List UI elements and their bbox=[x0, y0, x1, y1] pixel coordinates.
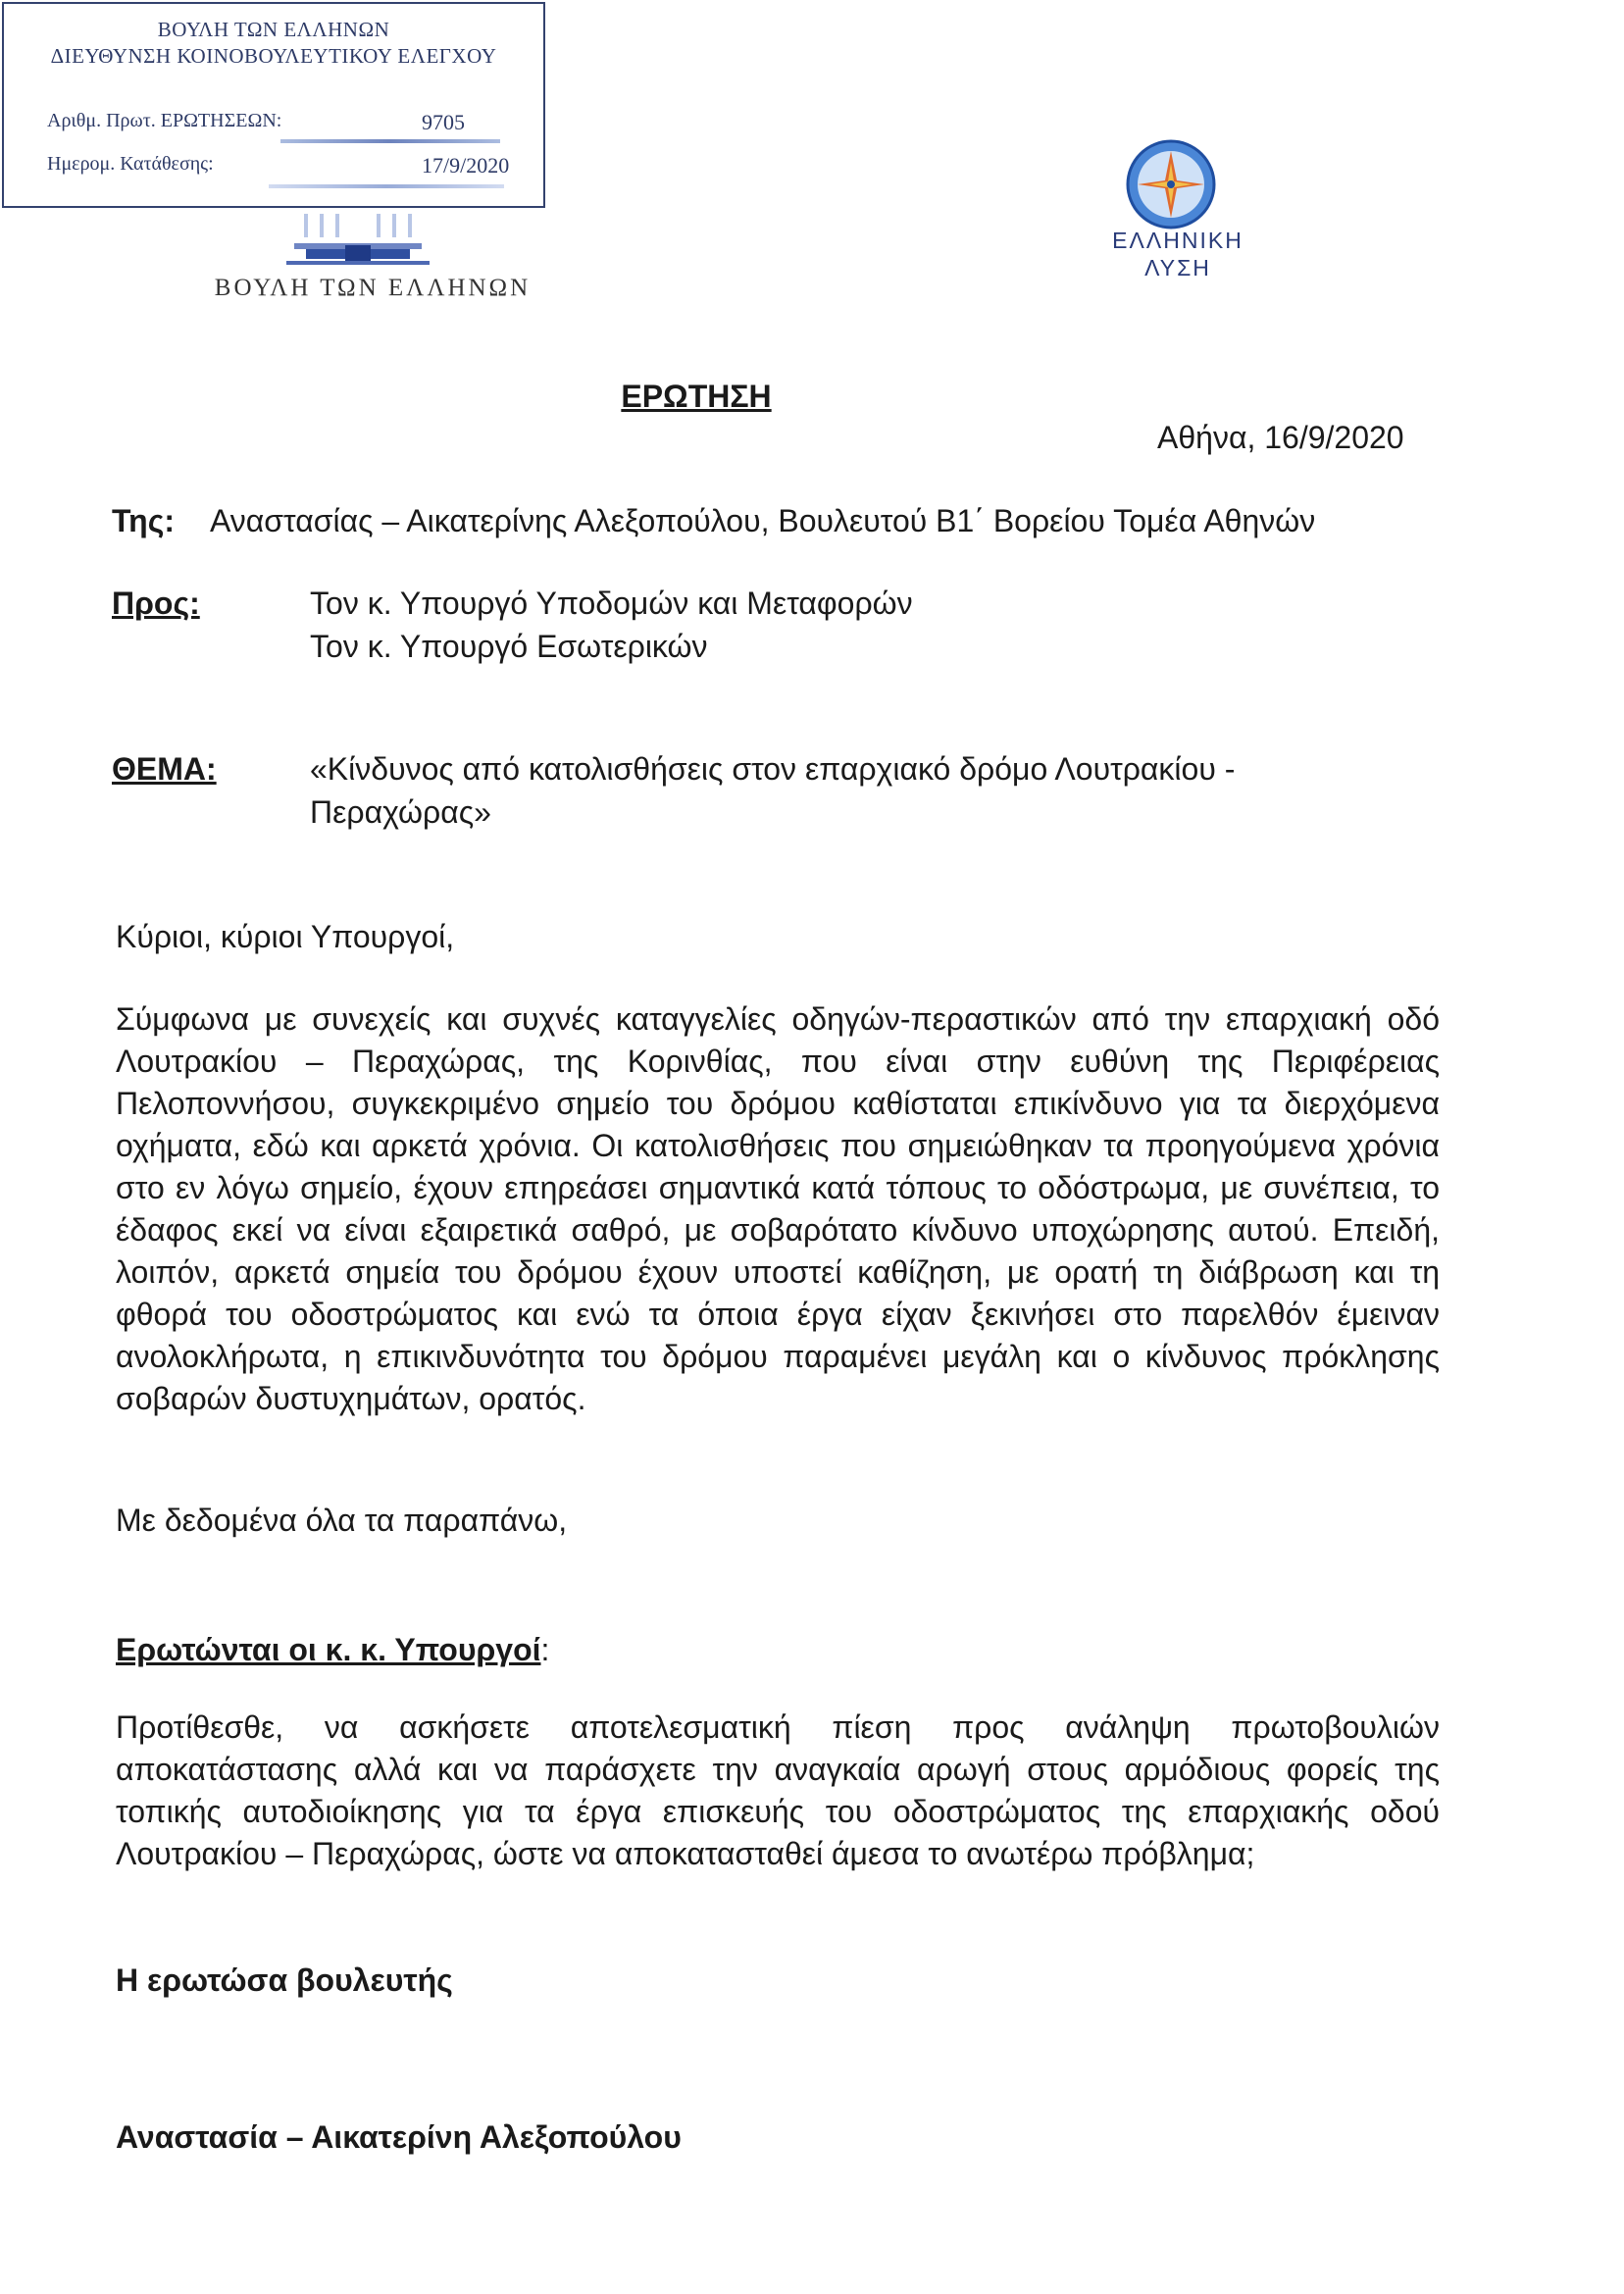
to-line-2: Τον κ. Υπουργό Εσωτερικών bbox=[310, 629, 708, 664]
subject-line-2: Περαχώρας» bbox=[310, 794, 491, 830]
body-paragraph: Σύμφωνα με συνεχείς και συχνές καταγγελίες οδηγών-περαστικών από την επαρχιακή οδό Λουτρακίου – Περαχώρας, της Κορινθίας, που είναι στην ευθύνη της Περιφέρειας Πελοποννήσου, συγκεκριμένο σημείο του δρόμου καθίσταται επικίνδυνο για τα διερχόμενα οχήματα, εδώ και αρκετά χρόνια. Οι κατολισθήσεις που σημειώθηκαν τα προηγούμενα χρόνια στο εν λόγω σημείο, έχουν επηρεάσει σημαντικά κατά τόπους το οδόστρωμα, με συνέπεια, το έδαφος εκεί να είναι εξαιρετικά σαθρό, με σοβαρότατο κίνδυνο υποχώρησης αυτού. Επειδή, λοιπόν, αρκετά σημεία του δρόμου έχουν υποστεί καθίζηση, με ορατή τη διάβρωση και τη φθορά του οδοστρώματος και ενώ τα όποια έργα είχαν ξεκινήσει στο παρελθόν έμειναν ανολοκλήρωτα, η επικινδυνότητα του δρόμου παραμένει μεγάλη και ο κίνδυνος πρόκλησης σοβαρών δυστυχημάτων, ορατός. bbox=[116, 1001, 1440, 1416]
party-name-line1: ΕΛΛΗΝΙΚΗ bbox=[1112, 228, 1243, 253]
stamp-date-value: 17/9/2020 bbox=[422, 153, 510, 178]
question-heading bbox=[116, 1632, 549, 1668]
salutation: Κύριοι, κύριοι Υπουργοί, bbox=[116, 919, 455, 954]
parliament-building-icon bbox=[284, 206, 431, 267]
question-heading-text: Ερωτώνται οι κ. κ. Υπουργοί bbox=[116, 1632, 541, 1667]
to-line-1: Τον κ. Υπουργό Υποδομών και Μεταφορών bbox=[310, 586, 913, 621]
document-title: ΕΡΩΤΗΣΗ bbox=[621, 379, 772, 414]
subject-line-1: «Κίνδυνος από κατολισθήσεις στον επαρχιακό δρόμο Λουτρακίου - bbox=[310, 751, 1236, 787]
stamp-date-label: Ημερομ. Κατάθεσης: bbox=[47, 153, 214, 175]
party-name-line2: ΛΥΣΗ bbox=[1144, 255, 1211, 280]
given-line: Με δεδομένα όλα τα παραπάνω, bbox=[116, 1503, 568, 1538]
stamp-underline bbox=[269, 184, 504, 188]
question-heading-colon: : bbox=[540, 1632, 550, 1667]
stamp-protocol-label: Αριθμ. Πρωτ. ΕΡΩΤΗΣΕΩΝ: bbox=[47, 110, 282, 131]
stamp-underline bbox=[280, 139, 500, 143]
to-label: Προς: bbox=[112, 586, 200, 621]
filing-stamp bbox=[2, 2, 545, 208]
from-label: Της: bbox=[112, 503, 176, 538]
document-date: Αθήνα, 16/9/2020 bbox=[1157, 420, 1404, 455]
subject-label: ΘΕΜΑ: bbox=[112, 751, 217, 787]
from-text: Αναστασίας – Αικατερίνης Αλεξοπούλου, Βουλευτού Β1΄ Βορείου Τομέα Αθηνών bbox=[210, 503, 1316, 538]
stamp-org-line1: ΒΟΥΛΗ ΤΩΝ ΕΛΛΗΝΩΝ bbox=[157, 18, 390, 41]
parliament-name: ΒΟΥΛΗ ΤΩΝ ΕΛΛΗΝΩΝ bbox=[214, 275, 532, 301]
signature-role: Η ερωτώσα βουλευτής bbox=[116, 1963, 453, 1998]
stamp-protocol-value: 9705 bbox=[422, 110, 465, 134]
party-logo-icon bbox=[1124, 137, 1218, 231]
stamp-org-line2: ΔΙΕΥΘΥΝΣΗ ΚΟΙΝΟΒΟΥΛΕΥΤΙΚΟΥ ΕΛΕΓΧΟΥ bbox=[50, 44, 497, 68]
signature-name: Αναστασία – Αικατερίνη Αλεξοπούλου bbox=[116, 2119, 682, 2155]
question-paragraph: Προτίθεσθε, να ασκήσετε αποτελεσματική πίεση προς ανάληψη πρωτοβουλιών αποκατάστασης αλλά και να παράσχετε την αναγκαία αρωγή στους αρμόδιους φορείς της τοπικής αυτοδιοίκησης για τα έργα επισκευής του οδοστρώματος της επαρχιακής οδού Λουτρακίου – Περαχώρας, ώστε να αποκατασταθεί άμεσα το ανωτέρω πρόβλημα; bbox=[116, 1709, 1440, 1871]
